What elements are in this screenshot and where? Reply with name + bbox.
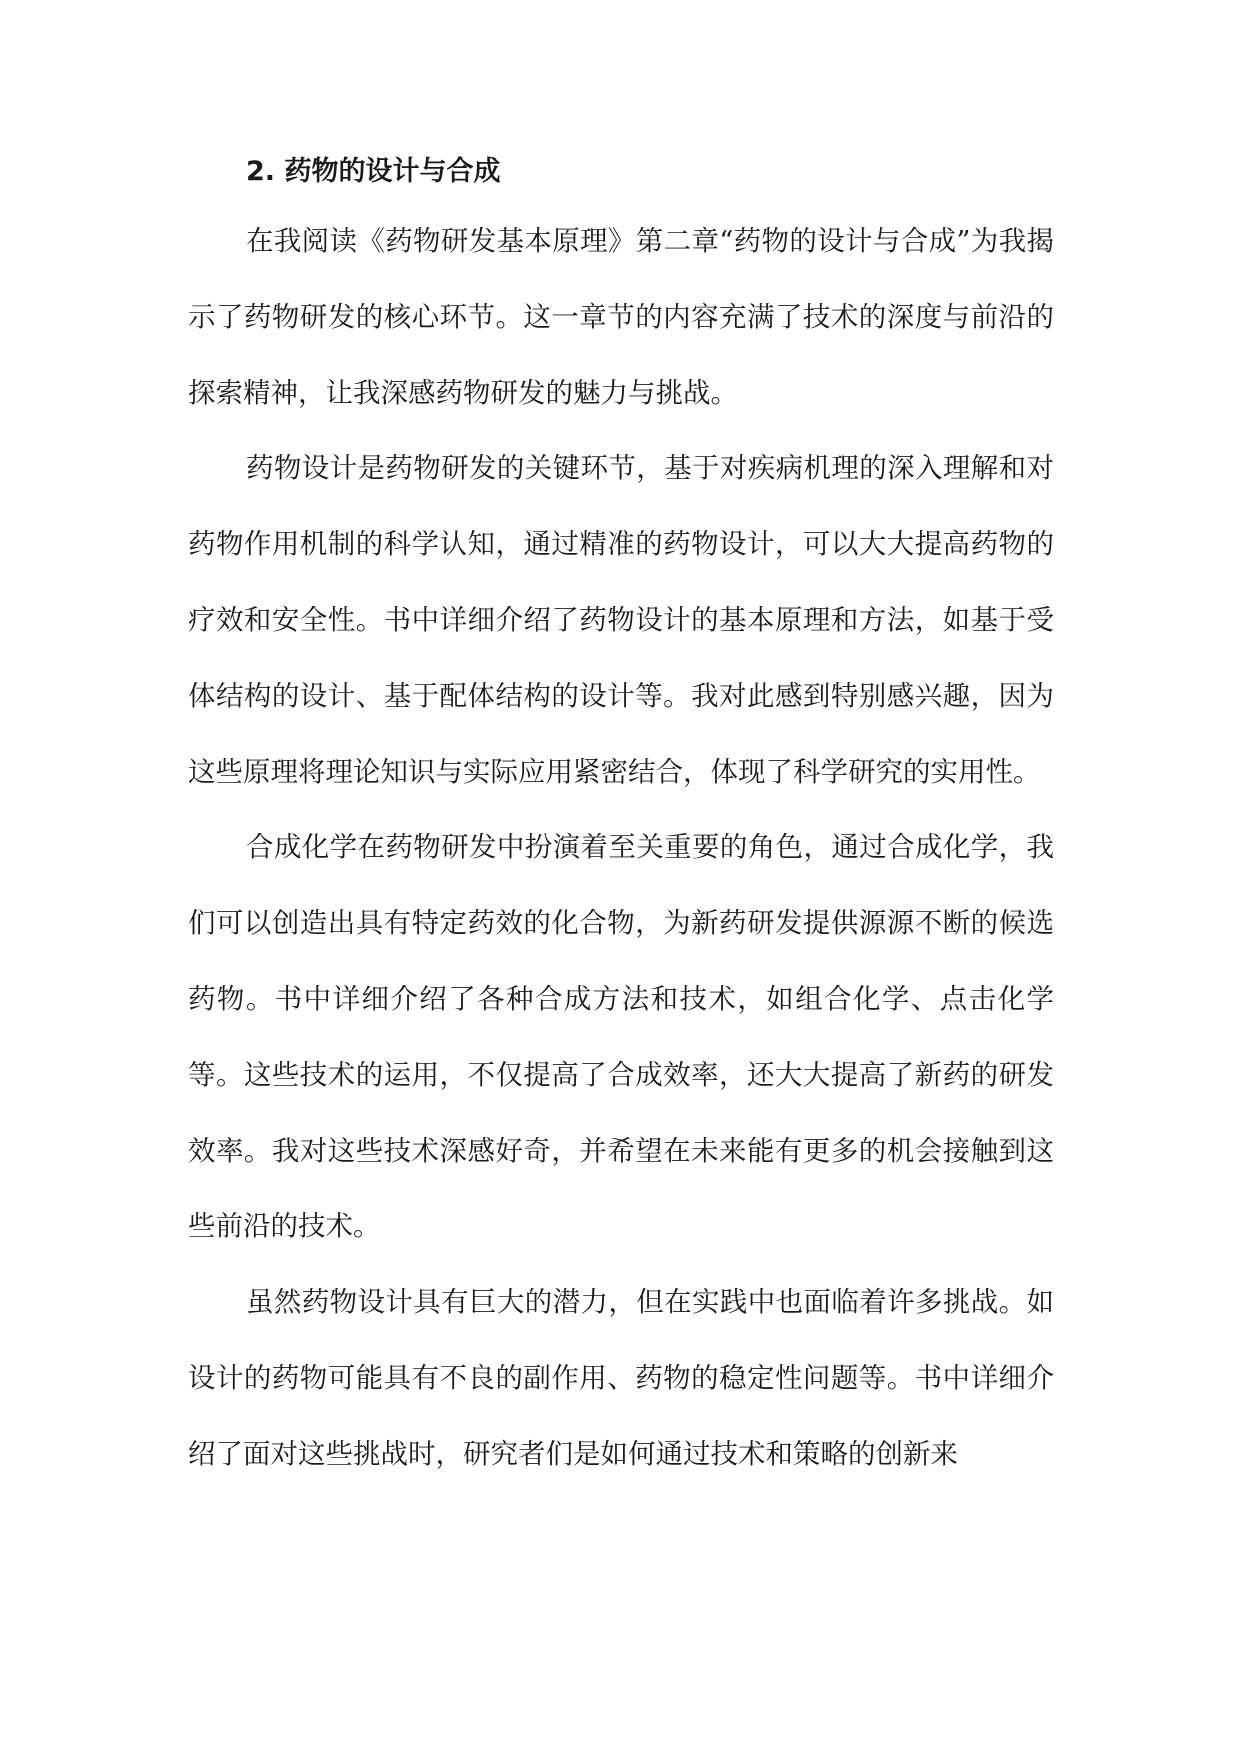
paragraph-challenges: 虽然药物设计具有巨大的潜力，但在实践中也面临着许多挑战。如设计的药物可能具有不良的副作用、药物的稳定性问题等。书中详细介绍了面对这些挑战时，研究者们是如何通过技术和策略的创新来 [188, 1286, 1054, 1470]
paragraph-synthetic-chemistry: 合成化学在药物研发中扮演着至关重要的角色，通过合成化学，我们可以创造出具有特定药效的化合物，为新药研发提供源源不断的候选药物。书中详细介绍了各种合成方法和技术，如组合化学、点击化学等。这些技术的运用，不仅提高了合成效率，还大大提高了新药的研发效率。我对这些技术深感好奇，并希望在未来能有更多的机会接触到这些前沿的技术。 [188, 831, 1054, 1243]
document-body [188, 140, 1054, 1493]
section-heading: 2. 药物的设计与合成 [246, 156, 501, 187]
paragraph-intro: 在我阅读《药物研发基本原理》第二章“药物的设计与合成”为我揭示了药物研发的核心环节。这一章节的内容充满了技术的深度与前沿的探索精神，让我深感药物研发的魅力与挑战。 [188, 225, 1054, 409]
paragraph-drug-design: 药物设计是药物研发的关键环节，基于对疾病机理的深入理解和对药物作用机制的科学认知，通过精准的药物设计，可以大大提高药物的疗效和安全性。书中详细介绍了药物设计的基本原理和方法，如基于受体结构的设计、基于配体结构的设计等。我对此感到特别感兴趣，因为这些原理将理论知识与实际应用紧密结合，体现了科学研究的实用性。 [188, 452, 1054, 788]
